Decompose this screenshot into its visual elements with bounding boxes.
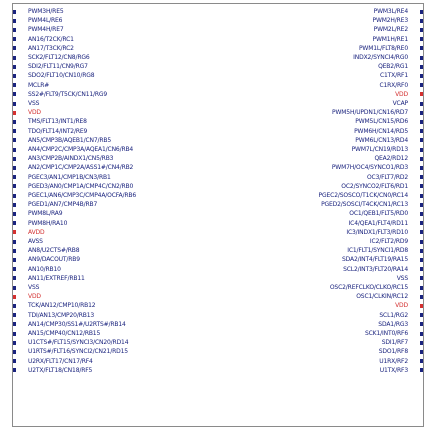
left-pin-label: U2RX/FLT17/CN17/RF4 <box>28 357 93 365</box>
right-pin-label: PWM5H/UPDN1/CN16/RD7 <box>332 109 408 117</box>
left-pin-lead <box>13 92 16 96</box>
left-pin-lead <box>13 332 16 336</box>
left-pin-label: TMS/FLT13/INT1/RE8 <box>28 118 87 126</box>
right-pin-lead <box>420 83 423 87</box>
left-pin-label: TDI/AN13/CMP20/RB13 <box>28 311 95 319</box>
left-pin-lead <box>13 295 16 299</box>
right-pin-label: VSS <box>396 274 408 282</box>
right-pin-lead <box>420 359 423 363</box>
left-pin-label: VDD <box>28 109 41 117</box>
left-pin-label: PWM8L/RA9 <box>28 210 63 218</box>
left-pin-label: AN2/CMP1C/CMP2A/ASS1#/CN4/RB2 <box>28 164 134 172</box>
left-pin-lead <box>13 56 16 60</box>
right-pin-lead <box>420 221 423 225</box>
left-pin-label: U2TX/FLT18/CN18/RF5 <box>28 366 93 374</box>
left-pin-lead <box>13 46 16 50</box>
right-pin-lead <box>420 230 423 234</box>
right-pin-lead <box>420 332 423 336</box>
left-pin-label: VSS <box>28 99 40 107</box>
right-pin-label: INDX2/SYNCI4/RG0 <box>353 53 408 61</box>
right-pin-lead <box>420 138 423 142</box>
left-pin-lead <box>13 65 16 69</box>
right-pin-label: C1TX/RF1 <box>379 72 408 80</box>
right-pin-label: SCK1/INT0/RF6 <box>364 329 408 337</box>
right-pin-lead <box>420 74 423 78</box>
left-pin-label: AN3/CMP2B/AINDX1/CN5/RB3 <box>28 155 114 163</box>
chip-outline <box>12 3 424 427</box>
right-pin-label: SDA1/RG3 <box>378 320 408 328</box>
left-pin-label: AN11/EXTREF/RB11 <box>28 274 85 282</box>
left-pin-label: PGED3/AN0/CMP1A/CMP4C/CN2/RB0 <box>28 182 134 190</box>
left-pin-label: AN16/T2CK/RC1 <box>28 35 74 43</box>
right-pin-label: VCAP <box>392 99 408 107</box>
left-pin-lead <box>13 258 16 262</box>
right-pin-label: PWM7H/OC4/SYNCO1/RD3 <box>331 164 408 172</box>
left-pin-label: AN9/DACOUT/RB9 <box>28 256 80 264</box>
left-pin-label: AN4/CMP2C/CMP3A/AQEA1/CN6/RB4 <box>28 145 134 153</box>
left-pin-label: VSS <box>28 283 40 291</box>
left-pin-lead <box>13 120 16 124</box>
right-pin-label: SDO1/RF8 <box>378 348 408 356</box>
right-pin-lead <box>420 175 423 179</box>
left-pin-label: PGEC3/AN1/CMP1B/CN3/RB1 <box>28 173 111 181</box>
right-pin-label: PWM1H/RE1 <box>372 35 408 43</box>
right-pin-lead <box>420 304 423 308</box>
right-pin-label: PWM3L/RE4 <box>373 7 408 15</box>
left-pin-lead <box>13 184 16 188</box>
right-pin-lead <box>420 92 423 96</box>
right-pin-lead <box>420 157 423 161</box>
left-pin-label: SDI2/FLT11/CN9/RG7 <box>28 63 88 71</box>
right-pin-lead <box>420 148 423 152</box>
right-pin-label: SCL1/RG2 <box>379 311 408 319</box>
right-pin-lead <box>420 368 423 372</box>
right-pin-label: QEB2/RG1 <box>378 63 408 71</box>
left-pin-lead <box>13 83 16 87</box>
left-pin-lead <box>13 368 16 372</box>
right-pin-lead <box>420 19 423 23</box>
right-pin-label: C1RX/RF0 <box>379 81 408 89</box>
right-pin-lead <box>420 350 423 354</box>
left-pin-lead <box>13 304 16 308</box>
right-pin-label: OC1/QEB1/FLT5/RD0 <box>349 210 408 218</box>
right-pin-label: PWM1L/FLT8/RE0 <box>358 44 408 52</box>
left-pin-label: VDD <box>28 293 41 301</box>
right-pin-label: IC1/FLT1/SYNCI1/RD8 <box>347 247 408 255</box>
right-pin-label: VDD <box>395 90 408 98</box>
left-pin-label: AN17/T3CK/RC2 <box>28 44 74 52</box>
left-pin-label: PGED1/AN7/CMP4B/RB7 <box>28 201 98 209</box>
right-pin-lead <box>420 212 423 216</box>
left-pin-lead <box>13 249 16 253</box>
left-pin-lead <box>13 175 16 179</box>
left-pin-lead <box>13 111 16 115</box>
right-pin-lead <box>420 249 423 253</box>
left-pin-lead <box>13 313 16 317</box>
left-pin-label: SDO2/FLT10/CN10/RG8 <box>28 72 95 80</box>
left-pin-label: AN10/RB10 <box>28 265 61 273</box>
left-pin-lead <box>13 276 16 280</box>
right-pin-lead <box>420 341 423 345</box>
left-pin-label: AVSS <box>28 237 43 245</box>
right-pin-label: PGEC2/SOSCO/T1CK/CN0/RC14 <box>318 191 408 199</box>
right-pin-label: VDD <box>395 302 408 310</box>
left-pin-lead <box>13 166 16 170</box>
left-pin-label: AN8/U2CTS#/RB8 <box>28 247 80 255</box>
right-pin-lead <box>420 322 423 326</box>
left-pin-label: AN5/CMP3B/AQEB1/CN7/RB5 <box>28 136 112 144</box>
left-pin-lead <box>13 230 16 234</box>
left-pin-label: AVDD <box>28 228 45 236</box>
right-pin-lead <box>420 65 423 69</box>
right-pin-label: OSC1/CLKIN/RC12 <box>356 293 408 301</box>
left-pin-lead <box>13 19 16 23</box>
right-pin-lead <box>420 120 423 124</box>
right-pin-lead <box>420 286 423 290</box>
right-pin-label: PWM5L/CN15/RD6 <box>355 118 408 126</box>
left-pin-label: U1RTS#/FLT16/SYNCI2/CN21/RD15 <box>28 348 128 356</box>
right-pin-label: IC2/FLT2/RD9 <box>369 237 408 245</box>
right-pin-label: OSC2/REFCLKO/CLKO/RC15 <box>329 283 408 291</box>
right-pin-lead <box>420 129 423 133</box>
left-pin-label: SS2#/FLT9/T5CK/CN11/RG9 <box>28 90 108 98</box>
right-pin-lead <box>420 194 423 198</box>
right-pin-lead <box>420 240 423 244</box>
left-pin-label: PWM4H/RE7 <box>28 26 64 34</box>
right-pin-lead <box>420 37 423 41</box>
right-pin-label: U1TX/RF3 <box>379 366 408 374</box>
left-pin-label: AN14/CMP30/SS1#/U2RTS#/RB14 <box>28 320 126 328</box>
right-pin-label: SCL2/INT3/FLT20/RA14 <box>343 265 408 273</box>
right-pin-label: OC3/FLT7/RD2 <box>366 173 408 181</box>
left-pin-label: TDO/FLT14/INT2/RE9 <box>28 127 88 135</box>
right-pin-lead <box>420 166 423 170</box>
left-pin-label: SCK2/FLT12/CN8/RG6 <box>28 53 90 61</box>
left-pin-lead <box>13 74 16 78</box>
right-pin-label: PWM2H/RE3 <box>372 17 408 25</box>
left-pin-lead <box>13 359 16 363</box>
right-pin-label: PWM6L/CN13/RD4 <box>355 136 408 144</box>
left-pin-lead <box>13 102 16 106</box>
left-pin-label: PGEC1/AN6/CMP3C/CMP4A/OCFA/RB6 <box>28 191 137 199</box>
left-pin-label: TCK/AN12/CMP10/RB12 <box>28 302 96 310</box>
left-pin-label: U1CTS#/FLT15/SYNCI3/CN20/RD14 <box>28 339 129 347</box>
left-pin-lead <box>13 157 16 161</box>
left-pin-label: AN15/CMP40/CN12/RB15 <box>28 329 101 337</box>
left-pin-lead <box>13 322 16 326</box>
left-pin-label: PWM3H/RE5 <box>28 7 64 15</box>
right-pin-lead <box>420 184 423 188</box>
right-pin-label: PWM6H/CN14/RD5 <box>354 127 408 135</box>
right-pin-label: SDA2/INT4/FLT19/RA15 <box>342 256 408 264</box>
right-pin-lead <box>420 258 423 262</box>
right-pin-lead <box>420 56 423 60</box>
right-pin-lead <box>420 28 423 32</box>
right-pin-lead <box>420 111 423 115</box>
left-pin-lead <box>13 37 16 41</box>
right-pin-lead <box>420 267 423 271</box>
left-pin-lead <box>13 148 16 152</box>
right-pin-lead <box>420 102 423 106</box>
right-pin-lead <box>420 203 423 207</box>
left-pin-lead <box>13 203 16 207</box>
left-pin-lead <box>13 212 16 216</box>
right-pin-label: QEA2/RD12 <box>374 155 408 163</box>
left-pin-lead <box>13 240 16 244</box>
right-pin-label: IC3/INDX1/FLT3/RD10 <box>346 228 408 236</box>
left-pin-lead <box>13 350 16 354</box>
left-pin-label: PWM4L/RE6 <box>28 17 63 25</box>
left-pin-label: PWM8H/RA10 <box>28 219 68 227</box>
left-pin-lead <box>13 286 16 290</box>
right-pin-label: IC4/QEA1/FLT4/RD11 <box>348 219 408 227</box>
left-pin-label: MCLR# <box>28 81 50 89</box>
left-pin-lead <box>13 28 16 32</box>
right-pin-label: SDI1/RF7 <box>381 339 408 347</box>
right-pin-label: PGED2/SOSCI/T4CK/CN1/RC13 <box>321 201 408 209</box>
right-pin-lead <box>420 46 423 50</box>
right-pin-label: OC2/SYNCO2/FLT6/RD1 <box>341 182 408 190</box>
right-pin-lead <box>420 313 423 317</box>
left-pin-lead <box>13 138 16 142</box>
left-pin-lead <box>13 341 16 345</box>
left-pin-lead <box>13 129 16 133</box>
left-pin-lead <box>13 221 16 225</box>
right-pin-label: PWM2L/RE2 <box>373 26 408 34</box>
left-pin-lead <box>13 194 16 198</box>
right-pin-label: PWM7L/CN19/RD13 <box>351 145 408 153</box>
left-pin-lead <box>13 10 16 14</box>
right-pin-lead <box>420 10 423 14</box>
left-pin-lead <box>13 267 16 271</box>
right-pin-lead <box>420 276 423 280</box>
right-pin-lead <box>420 295 423 299</box>
right-pin-label: U1RX/RF2 <box>379 357 408 365</box>
